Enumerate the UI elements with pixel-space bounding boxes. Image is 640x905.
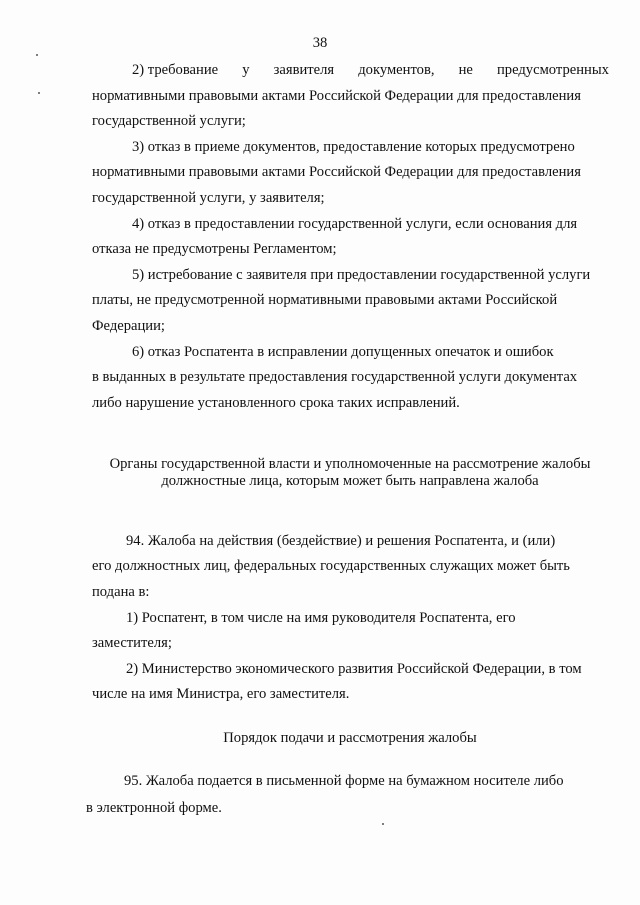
- list-item-6-line-2: в выданных в результате предоставления государственной услуги документах: [92, 369, 578, 385]
- paragraph-94-sub-2-line-2: числе на имя Министра, его заместителя.: [92, 686, 350, 702]
- list-item-5-line-1: 5) истребование с заявителя при предоставлении государственной услуги: [132, 267, 591, 283]
- list-item-5-line-2: платы, не предусмотренной нормативными правовыми актами Российской: [92, 292, 558, 308]
- list-item-6-line-1: 6) отказ Роспатента в исправлении допущенных опечаток и ошибок: [132, 344, 554, 360]
- paragraph-94-sub-1-line-2: заместителя;: [92, 635, 172, 651]
- paragraph-94-sub-2-line-1: 2) Министерство экономического развития Российской Федерации, в том: [126, 661, 582, 677]
- list-item-5-line-3: Федерации;: [92, 318, 165, 334]
- paragraph-94-line-3: подана в:: [92, 584, 150, 600]
- scan-speck: [382, 823, 384, 825]
- list-item-2-line-1: 2) требование у заявителя документов, не предусмотренных: [132, 62, 609, 78]
- list-item-4-line-1: 4) отказ в предоставлении государственной услуги, если основания для: [132, 216, 578, 232]
- paragraph-94-line-2: его должностных лиц, федеральных государственных служащих может быть: [92, 558, 570, 574]
- scan-speck: [38, 92, 40, 94]
- section-heading-line-1: Органы государственной власти и уполномоченные на рассмотрение жалобы: [109, 456, 591, 472]
- paragraph-94-line-1: 94. Жалоба на действия (бездействие) и решения Роспатента, и (или): [126, 533, 556, 549]
- paragraph-95-line-1: 95. Жалоба подается в письменной форме на бумажном носителе либо: [124, 773, 564, 789]
- page-number: 38: [312, 35, 328, 51]
- scan-speck: [36, 54, 38, 56]
- section-heading-line-2: должностные лица, которым может быть направлена жалоба: [161, 473, 539, 489]
- list-item-3-line-2: нормативными правовыми актами Российской Федерации для предоставления: [92, 164, 581, 180]
- section-heading-2: Порядок подачи и рассмотрения жалобы: [223, 730, 477, 746]
- list-item-2-line-3: государственной услуги;: [92, 113, 246, 129]
- list-item-4-line-2: отказа не предусмотрены Регламентом;: [92, 241, 337, 257]
- paragraph-95-line-2: в электронной форме.: [86, 800, 222, 816]
- list-item-2-line-2: нормативными правовыми актами Российской Федерации для предоставления: [92, 88, 581, 104]
- list-item-3-line-3: государственной услуги, у заявителя;: [92, 190, 325, 206]
- paragraph-94-sub-1-line-1: 1) Роспатент, в том числе на имя руководителя Роспатента, его: [126, 610, 516, 626]
- list-item-3-line-1: 3) отказ в приеме документов, предоставление которых предусмотрено: [132, 139, 575, 155]
- list-item-6-line-3: либо нарушение установленного срока таких исправлений.: [92, 395, 460, 411]
